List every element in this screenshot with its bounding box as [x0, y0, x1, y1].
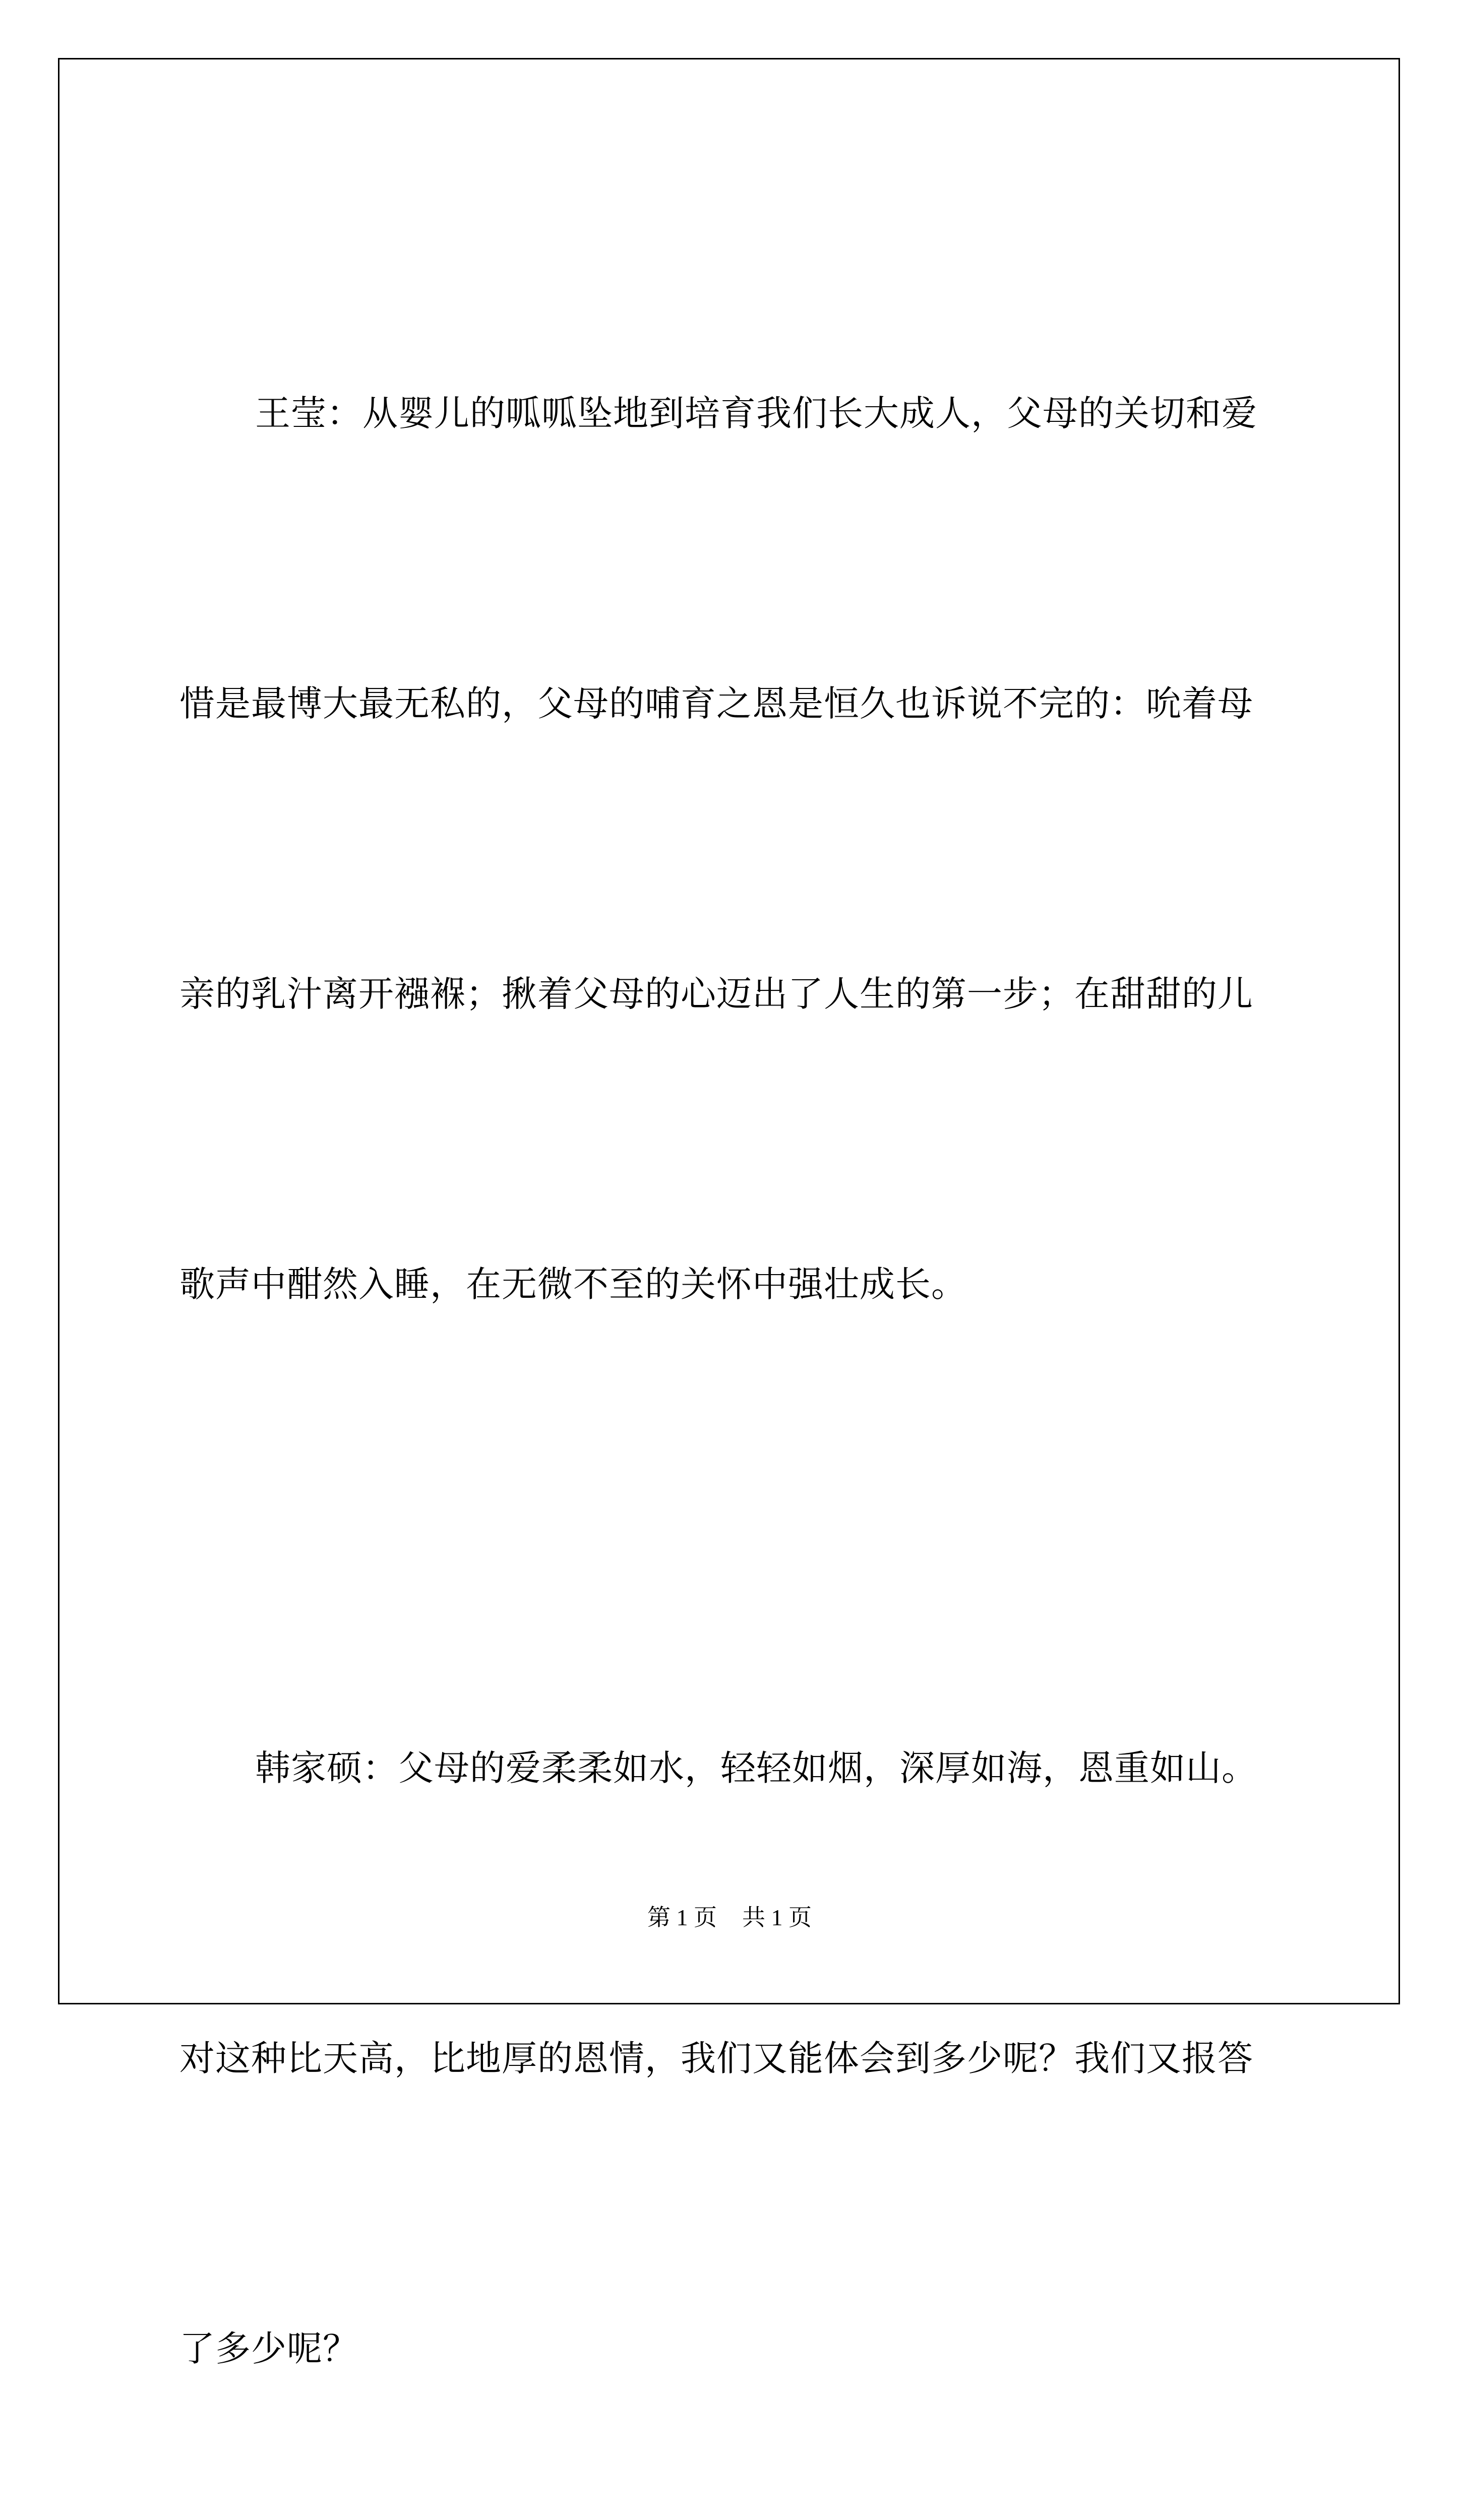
- page-total: 共 1 页: [742, 1905, 812, 1930]
- text-line: 了多少呢？: [179, 2328, 358, 2369]
- text-line: 王莹：从婴儿的呱呱坠地到培育我们长大成人，父母的关切和爱: [255, 393, 1257, 434]
- document-body: [179, 171, 1289, 2520]
- text-line: 惜是最博大最无私的，父母的哺育之恩是恒久也诉说不完的：吮着母: [179, 683, 1253, 724]
- text-line: 韩家硕：父母的爱柔柔如水，轻轻如烟，深厚如海，恩重如山。: [255, 1747, 1257, 1789]
- text-line: 对这种比天高，比地厚的恩情，我们又能体会到多少呢？我们又报答: [179, 2038, 1253, 2079]
- page-footer: [0, 1903, 1459, 1933]
- page-number: 第 1 页: [647, 1905, 717, 1930]
- paragraph-wangying-1: [179, 171, 1289, 1526]
- text-line: 亲的乳汁离开襁褓；揪着父母的心迈出了人生的第一步；在甜甜的儿: [179, 973, 1253, 1015]
- text-line: 歌声中酣然入睡，在无微不至的关怀中强壮成长。: [179, 1264, 967, 1305]
- paragraph-hanjiashuo: [179, 1526, 1289, 2520]
